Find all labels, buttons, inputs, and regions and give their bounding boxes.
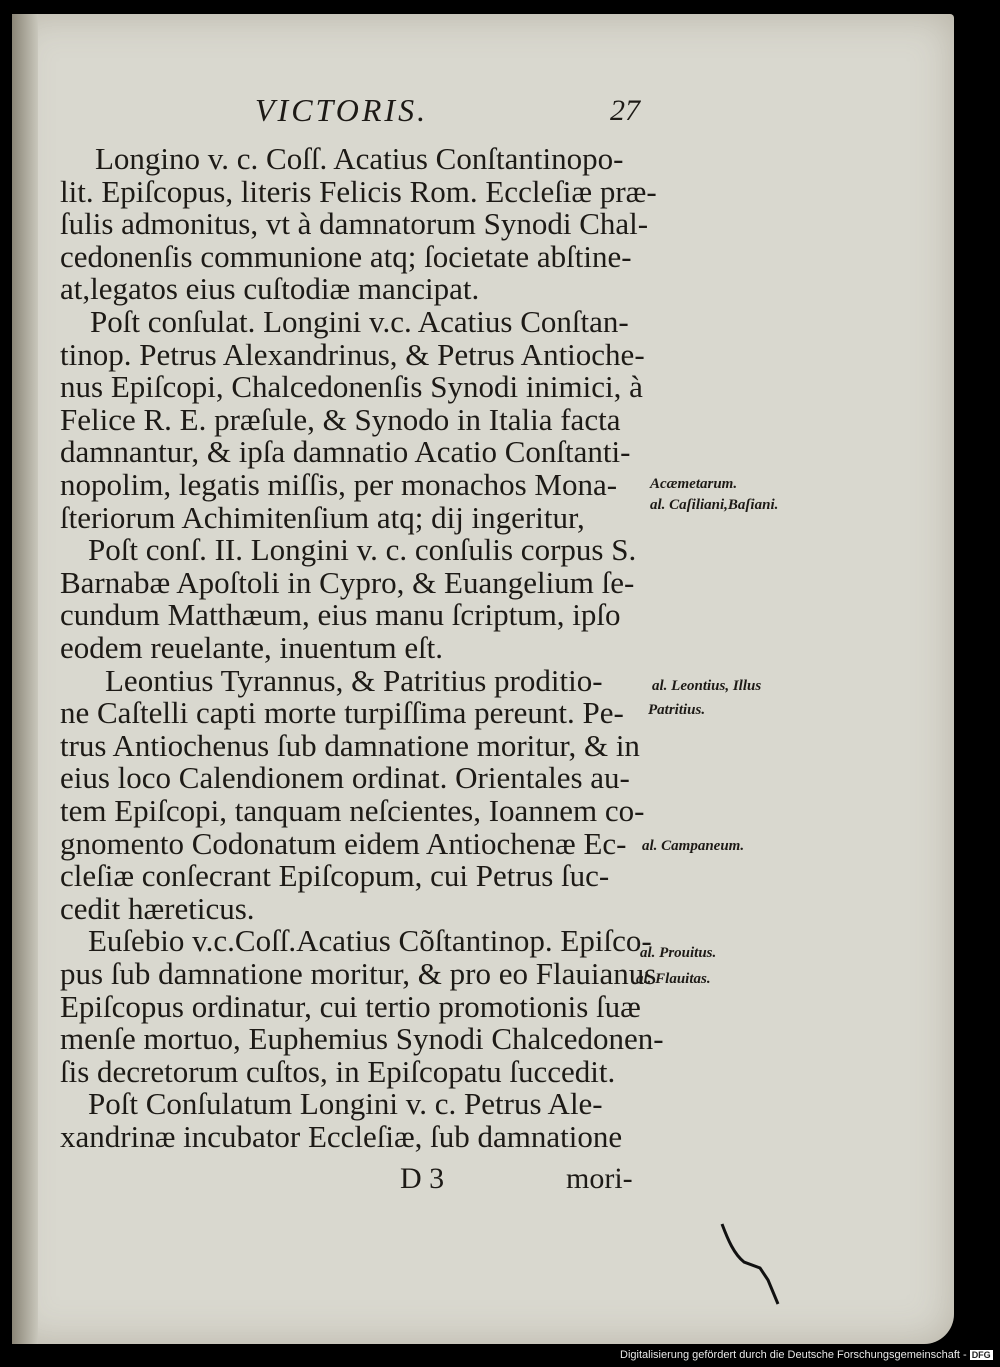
marginal-note: al. Caſiliani,Baſiani.	[650, 497, 779, 513]
marginal-note: al. Campaneum.	[642, 838, 745, 854]
text-line: Poſt conſulat. Longini v.c. Acatius Conſtan-	[90, 304, 629, 339]
catchword: mori-	[566, 1162, 633, 1195]
running-title: VICTORIS.	[255, 92, 429, 128]
marginal-note: Acæmetarum.	[650, 476, 738, 492]
marginal-note: al. Flauitas.	[636, 971, 711, 987]
text-line: cleſiæ conſecrant Epiſcopum, cui Petrus ſuc-	[60, 858, 610, 894]
text-line: ſteriorum Achimitenſium atq; dij ingeritur,	[60, 499, 585, 535]
text-line: ne Caſtelli capti morte turpiſſima pereunt. Pe-	[60, 695, 624, 731]
text-line: Poſt Conſulatum Longini v. c. Petrus Ale-	[88, 1086, 603, 1122]
marginal-note: Patritius.	[648, 702, 706, 718]
text-line: Epiſcopus ordinatur, cui tertio promotionis ſuæ	[60, 988, 641, 1024]
text-line: Longino v. c. Coſſ. Acatius Conſtantinopo-	[95, 141, 624, 176]
text-line: lit. Epiſcopus, literis Felicis Rom. Eccleſiæ præ-	[60, 173, 657, 209]
text-line: nus Epiſcopi, Chalcedonenſis Synodi inimici, à	[60, 369, 643, 405]
text-line: nopolim, legatis miſſis, per monachos Mona-	[60, 467, 618, 502]
dfg-logo: DFG	[971, 1350, 991, 1360]
footer-text: Digitalisierung gefördert durch die Deutsche Forschungsgemeinschaft -	[620, 1349, 967, 1361]
text-line: eodem reuelante, inuentum eſt.	[60, 630, 444, 665]
text-line: cedit hæreticus.	[60, 890, 255, 926]
text-line: xandrinæ incubator Eccleſiæ, ſub damnatione	[60, 1119, 623, 1154]
text-line: Felice R. E. præſule, & Synodo in Italia facta	[60, 401, 621, 437]
text-line: menſe mortuo, Euphemius Synodi Chalcedonen-	[60, 1021, 664, 1057]
page-gutter	[12, 14, 38, 1344]
text-line: Leontius Tyrannus, & Patritius proditio-	[105, 662, 603, 698]
text-line: Euſebio v.c.Coſſ.Acatius Cõſtantinop. Epiſco-	[88, 923, 652, 959]
text-line: ſulis admonitus, vt à damnatorum Synodi Chal-	[60, 206, 649, 242]
signature-mark: D 3	[400, 1162, 445, 1195]
text-line: Poſt conſ. II. Longini v. c. conſulis corpus S.	[88, 532, 637, 568]
marginal-note: al. Leontius, Illus	[652, 678, 762, 694]
text-line: cundum Matthæum, eius manu ſcriptum, ipſo	[60, 597, 621, 633]
text-line: damnantur, & ipſa damnatio Acatio Conſtanti-	[60, 434, 631, 470]
text-line: trus Antiochenus ſub damnatione moritur, & in	[60, 727, 640, 763]
page-number: 27	[610, 94, 640, 127]
text-line: gnomento Codonatum eidem Antiochenæ Ec-	[60, 825, 627, 861]
text-line: eius loco Calendionem ordinat. Orientales au-	[60, 760, 630, 796]
footer	[620, 1349, 993, 1361]
pen-stroke-mark	[720, 1220, 800, 1310]
text-line: tinop. Petrus Alexandrinus, & Petrus Antioche-	[60, 336, 645, 372]
text-line: at,legatos eius cuſtodiæ mancipat.	[60, 271, 480, 307]
text-line: Barnabæ Apoſtoli in Cypro, & Euangelium ſe-	[60, 564, 635, 600]
text-line: cedonenſis communione atq; ſocietate abſtine-	[60, 238, 632, 274]
text-line: pus ſub damnatione moritur, & pro eo Flauianus	[60, 956, 657, 991]
marginal-note: al. Prouitus.	[640, 945, 717, 961]
text-line: tem Epiſcopi, tanquam neſcientes, Ioannem co-	[60, 793, 645, 828]
text-line: ſis decretorum cuſtos, in Epiſcopatu ſuccedit.	[60, 1053, 616, 1089]
